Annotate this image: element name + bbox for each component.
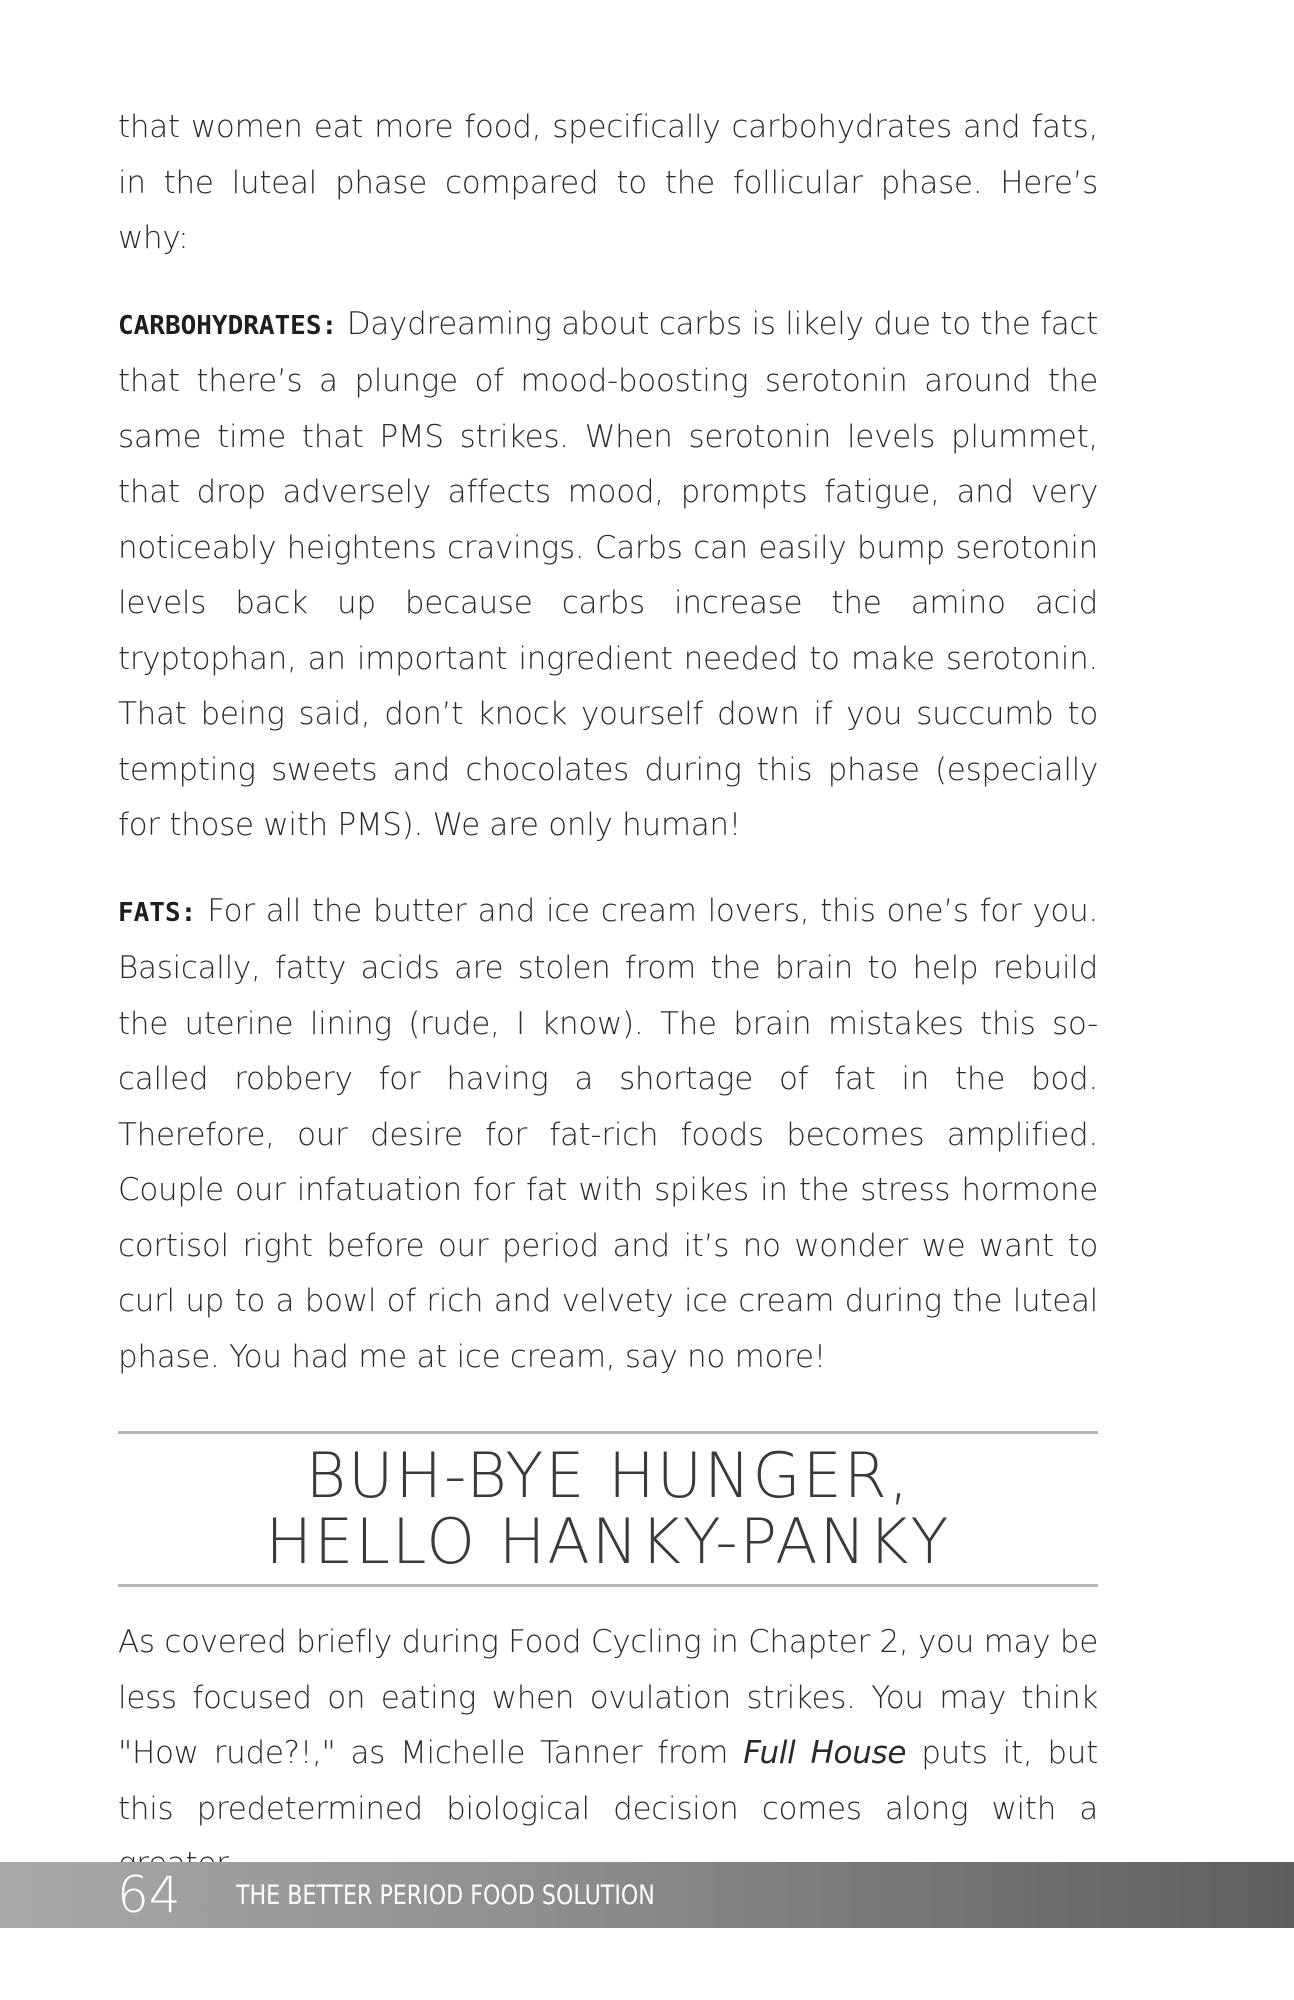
body-text bbox=[118, 100, 1098, 1385]
section-heading-line-1: BUH-BYE HUNGER, bbox=[305, 1439, 911, 1512]
intro-paragraph bbox=[118, 100, 1098, 267]
fats-text: For all the butter and ice cream lovers, this one’s for you. Basically, fatty acids are stolen from the brain to help rebuild the uterine lining (rude, I know). The brain mistakes this so-called robbery for having a shortage of fat in the bod. Therefore, our desire for fat-rich foods becomes amplified. Couple our infatuation for fat with spikes in the stress hormone cortisol right before our period and it’s no wonder we want to curl up to a bowl of rich and velvety ice cream during the luteal phase. You had me at ice cream, say no more! bbox=[118, 892, 1098, 1375]
book-title: THE BETTER PERIOD FOOD SOLUTION bbox=[236, 1880, 655, 1911]
page-footer bbox=[0, 1862, 1294, 1928]
section-heading bbox=[118, 1431, 1098, 1587]
show-title: Full House bbox=[743, 1735, 907, 1771]
section-body bbox=[118, 1615, 1098, 1893]
section-paragraph bbox=[118, 1615, 1098, 1893]
carbohydrates-label: CARBOHYDRATES: bbox=[118, 310, 338, 341]
section-heading-line-2: HELLO HANKY-PANKY bbox=[265, 1505, 951, 1578]
section-text-before: As covered briefly during Food Cycling in Chapter 2, you may be less focused on eating when ovulation strikes. You may think "How rude?!," as Michelle Tanner from bbox=[118, 1624, 1098, 1771]
fats-label: FATS: bbox=[118, 897, 197, 928]
carbohydrates-paragraph bbox=[118, 297, 1098, 854]
section-text-after: puts it, but this predetermined biological decision comes along with a bbox=[118, 1735, 1098, 1827]
carbohydrates-text: Daydreaming about carbs is likely due to the fact that there’s a plunge of mood-boosting serotonin around the same time that PMS strikes. When serotonin levels plummet, that drop adversely affects mood, prompts fatigue, and very noticeably heightens cravings. Carbs can easily bump serotonin levels back up because carbs increase the amino acid tryptophan, an important ingredient needed to make serotonin. That being said, don’t knock yourself down if you succumb to tempting sweets and chocolates during this phase (especially for those with PMS). We are only human! bbox=[118, 305, 1098, 843]
page-number: 64 bbox=[117, 1866, 181, 1924]
intro-text: that women eat more food, specifically carbohydrates and fats, in the luteal phase compared to the follicular phase. Here’s why: bbox=[118, 109, 1098, 256]
fats-paragraph bbox=[118, 884, 1098, 1386]
